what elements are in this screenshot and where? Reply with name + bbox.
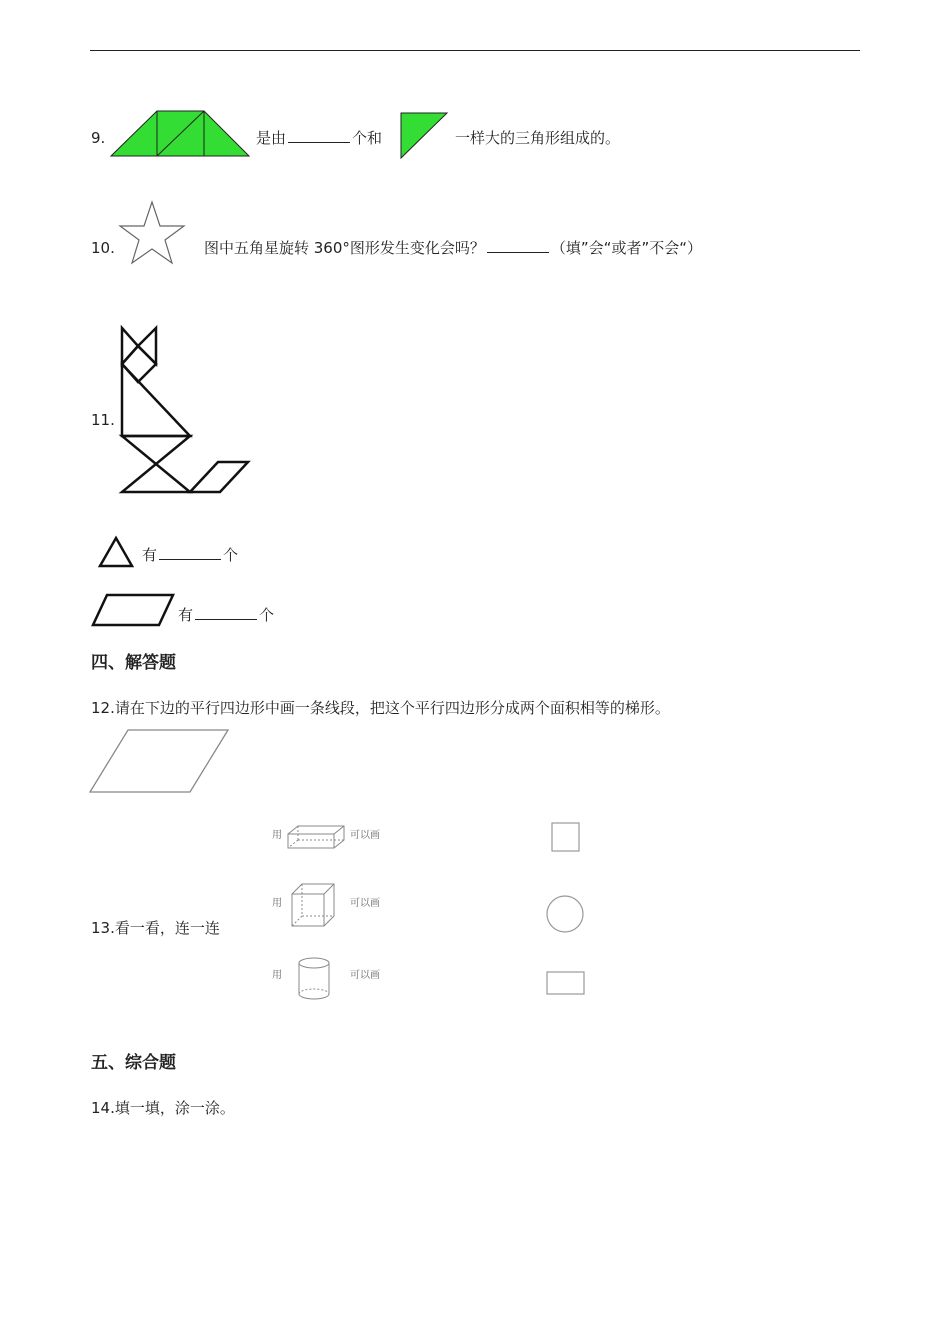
q11-triangle-count — [142, 545, 238, 565]
q14-text: 14.填一填，涂一涂。 — [91, 1099, 235, 1117]
q9-answer-blank[interactable] — [288, 128, 350, 143]
q9-number: 9. — [91, 129, 106, 147]
circle-shape-icon[interactable] — [544, 894, 586, 936]
q11-triangle-blank[interactable] — [159, 545, 221, 560]
q10-text-a: 图中五角星旋转 360°图形发生变化会吗？ — [204, 239, 485, 257]
q13-text: 13.看一看，连一连 — [91, 919, 220, 937]
q9-text-c: 一样大的三角形组成的。 — [455, 129, 621, 147]
q13-row1-use: 用 — [272, 830, 282, 841]
cuboid-icon[interactable] — [286, 824, 346, 850]
q11-triangle-text-b: 个 — [223, 546, 239, 564]
q9-small-triangle — [400, 112, 450, 160]
q10-text-b: （填”会“或者”不会“） — [550, 239, 702, 257]
parallelogram-shape-icon — [91, 592, 177, 628]
q11-parallelogram-text-b: 个 — [259, 606, 275, 624]
rectangle-shape-icon[interactable] — [545, 970, 587, 998]
cube-icon[interactable] — [290, 882, 336, 928]
header-rule — [90, 50, 860, 51]
q13-row2-use: 用 — [272, 898, 282, 909]
q12-parallelogram[interactable] — [88, 728, 232, 796]
q10-statement — [204, 238, 702, 258]
q13-row3-can: 可以画 — [350, 970, 380, 981]
q9-text-a: 是由 — [256, 129, 287, 147]
q9-text-b: 个和 — [352, 129, 383, 147]
q10-answer-blank[interactable] — [487, 238, 549, 253]
section4-title: 四、解答题 — [91, 653, 176, 673]
q10-number: 10. — [91, 239, 115, 257]
section5-title: 五、综合题 — [91, 1053, 176, 1073]
q13-row2-can: 可以画 — [350, 898, 380, 909]
square-shape-icon[interactable] — [550, 821, 582, 853]
q9-statement — [256, 128, 382, 148]
q11-parallelogram-count — [178, 605, 274, 625]
q11-triangle-text-a: 有 — [142, 546, 158, 564]
q13-row3-use: 用 — [272, 970, 282, 981]
q9-trapezoid-figure — [110, 110, 252, 158]
q13-row1-can: 可以画 — [350, 830, 380, 841]
triangle-shape-icon — [97, 535, 135, 569]
q11-parallelogram-blank[interactable] — [195, 605, 257, 620]
cylinder-icon[interactable] — [296, 956, 332, 1002]
star-icon — [118, 200, 186, 266]
q11-number: 11. — [91, 411, 115, 429]
q11-parallelogram-text-a: 有 — [178, 606, 194, 624]
q12-text: 12.请在下边的平行四边形中画一条线段，把这个平行四边形分成两个面积相等的梯形。 — [91, 699, 670, 717]
tangram-fox-figure — [118, 324, 252, 496]
